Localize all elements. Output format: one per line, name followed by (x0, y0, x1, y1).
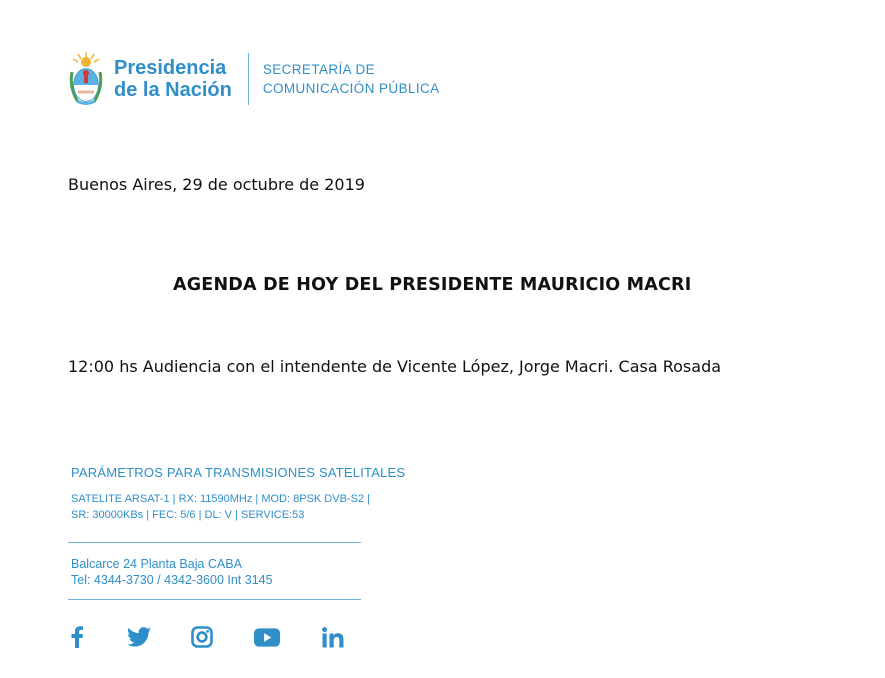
social-links (64, 624, 346, 650)
org-name-line-1: Presidencia (114, 57, 227, 79)
satellite-params-line-2: SR: 30000KBs | FEC: 5/6 | DL: V | SERVICE:53 (71, 509, 305, 521)
date-line: Buenos Aires, 29 de octubre de 2019 (68, 175, 365, 194)
header-logo (68, 48, 440, 110)
department-line-1: SECRETARÍA DE (262, 62, 376, 77)
coat-of-arms-icon (68, 50, 104, 108)
facebook-icon[interactable] (64, 624, 90, 650)
satellite-params-title: PARÁMETROS PARA TRANSMISIONES SATELITALES (71, 465, 406, 480)
instagram-icon[interactable] (189, 624, 215, 650)
linkedin-icon[interactable] (320, 624, 346, 650)
org-name-line-2: de la Nación (114, 79, 232, 101)
youtube-icon[interactable] (254, 624, 280, 650)
department-line-2: COMUNICACIÓN PÚBLICA (262, 81, 440, 96)
satellite-params-line-1: SATELITE ARSAT-1 | RX: 11590MHz | MOD: 8PSK DVB-S2 | (71, 493, 370, 505)
agenda-item: 12:00 hs Audiencia con el intendente de Vicente López, Jorge Macri. Casa Rosada (68, 357, 722, 376)
phone-line: Tel: 4344-3730 / 4342-3600 Int 3145 (71, 573, 273, 587)
logo-divider (248, 53, 249, 105)
department-name (263, 60, 440, 98)
twitter-icon[interactable] (126, 624, 152, 650)
presidency-wordmark (114, 57, 232, 101)
address-line: Balcarce 24 Planta Baja CABA (71, 557, 242, 571)
agenda-title: AGENDA DE HOY DEL PRESIDENTE MAURICIO MACRI (173, 275, 692, 295)
footer-divider (68, 542, 361, 543)
footer-divider (68, 599, 361, 600)
